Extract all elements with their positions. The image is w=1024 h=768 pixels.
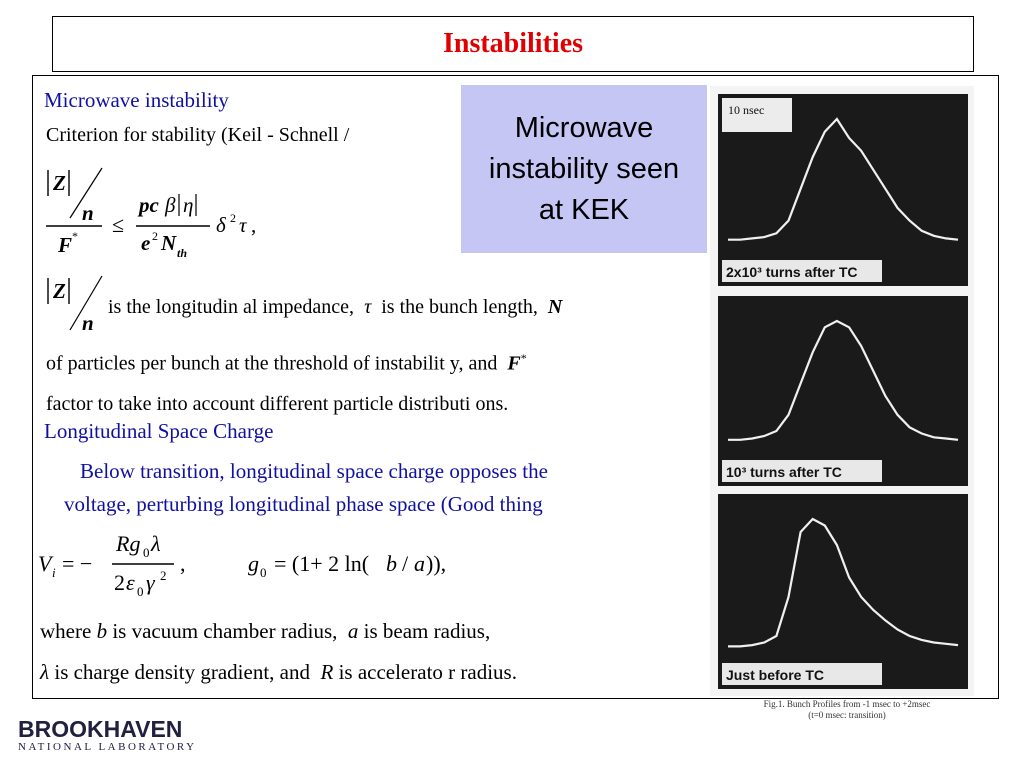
svg-text:0: 0 <box>143 545 150 560</box>
svg-text:n: n <box>82 311 94 335</box>
space-charge-heading: Longitudinal Space Charge <box>44 419 274 443</box>
svg-text:≤: ≤ <box>112 212 125 237</box>
impedance-symbol <box>40 272 110 336</box>
timing-label-1: 2x10³ turns after TC <box>726 264 858 280</box>
svg-text:Z: Z <box>53 279 66 303</box>
svg-text:Rg: Rg <box>116 531 141 556</box>
lambda-line: λ is charge density gradient, and R is accelerato r radius. <box>40 660 517 684</box>
figure-caption <box>716 699 978 721</box>
svg-text:η: η <box>183 193 194 217</box>
svg-text:δ: δ <box>216 213 226 237</box>
criterion-text: Criterion for stability (Keil - Schnell / <box>46 124 350 146</box>
svg-text:2: 2 <box>114 570 125 595</box>
scope-screen-3 <box>718 494 968 689</box>
svg-text:2: 2 <box>230 211 236 225</box>
svg-text:V: V <box>38 551 52 576</box>
svg-text:*: * <box>72 229 78 243</box>
svg-text:0: 0 <box>260 565 267 580</box>
scope-panel-2 <box>718 296 968 486</box>
caption-line-1: Fig.1. Bunch Profiles from -1 msec to +2msec <box>763 699 931 709</box>
logo-name: BROOKHAVEN <box>18 716 183 742</box>
svg-text:N: N <box>161 231 177 255</box>
factor-line: factor to take into account different particle distributi ons. <box>46 393 509 415</box>
svg-text:β: β <box>165 193 176 217</box>
svg-text:th: th <box>177 246 188 260</box>
space-charge-line-1: Below transition, longitudinal space charge opposes the <box>80 459 548 483</box>
svg-text:2: 2 <box>152 229 158 243</box>
svg-text:F: F <box>58 233 73 257</box>
svg-text:n: n <box>82 201 94 225</box>
microwave-heading: Microwave instability <box>44 88 229 112</box>
svg-text:)),: )), <box>426 551 447 576</box>
svg-text:Z: Z <box>53 171 66 195</box>
svg-text:i: i <box>52 565 56 580</box>
svg-text:a: a <box>414 551 425 576</box>
logo-subtitle: NATIONAL LABORATORY <box>18 741 197 753</box>
where-b-line: where b is vacuum chamber radius, a is beam radius, <box>40 619 491 643</box>
svg-text:,: , <box>180 551 186 576</box>
svg-text:γ: γ <box>146 570 155 595</box>
svg-text:e: e <box>141 231 151 255</box>
caption-line-2: (t=0 msec: transition) <box>808 710 886 720</box>
svg-text:ε: ε <box>126 570 135 595</box>
callout-line-1: Microwave <box>514 111 654 144</box>
timing-label-2: 10³ turns after TC <box>726 464 842 480</box>
bunch-profile-chart <box>710 86 974 696</box>
space-charge-formula <box>34 526 504 602</box>
svg-text:2: 2 <box>160 568 167 583</box>
svg-text:b: b <box>386 551 397 576</box>
callout-line-2: instability seen <box>488 152 680 185</box>
space-charge-line-2: voltage, perturbing longitudinal phase space (Good thing <box>64 492 543 516</box>
title-box <box>52 16 974 72</box>
svg-text:τ: τ <box>239 213 247 237</box>
scope-panel-3 <box>718 494 968 689</box>
scope-panel-1 <box>718 94 968 286</box>
timing-label-3: Just before TC <box>726 667 825 683</box>
scale-label: 10 nsec <box>728 103 765 117</box>
impedance-text: is the longitudin al impedance, τ is the bunch length, N <box>108 296 563 318</box>
particles-line: of particles per bunch at the threshold of instabilit y, and F* <box>46 351 527 375</box>
svg-text:λ: λ <box>151 531 161 556</box>
slide-title: Instabilities <box>442 28 584 59</box>
svg-text:0: 0 <box>137 584 144 599</box>
svg-text:,: , <box>251 213 257 237</box>
callout-line-3: at KEK <box>538 193 630 226</box>
svg-text:= (1+ 2 ln(: = (1+ 2 ln( <box>274 551 370 576</box>
svg-text:= −: = − <box>62 551 93 576</box>
svg-text:pc: pc <box>139 193 159 217</box>
keil-schnell-formula <box>40 160 300 270</box>
kek-bunch-profiles <box>710 86 974 696</box>
svg-text:g: g <box>248 551 259 576</box>
brookhaven-logo <box>18 716 197 753</box>
svg-text:/: / <box>402 551 409 576</box>
kek-callout <box>461 85 707 253</box>
